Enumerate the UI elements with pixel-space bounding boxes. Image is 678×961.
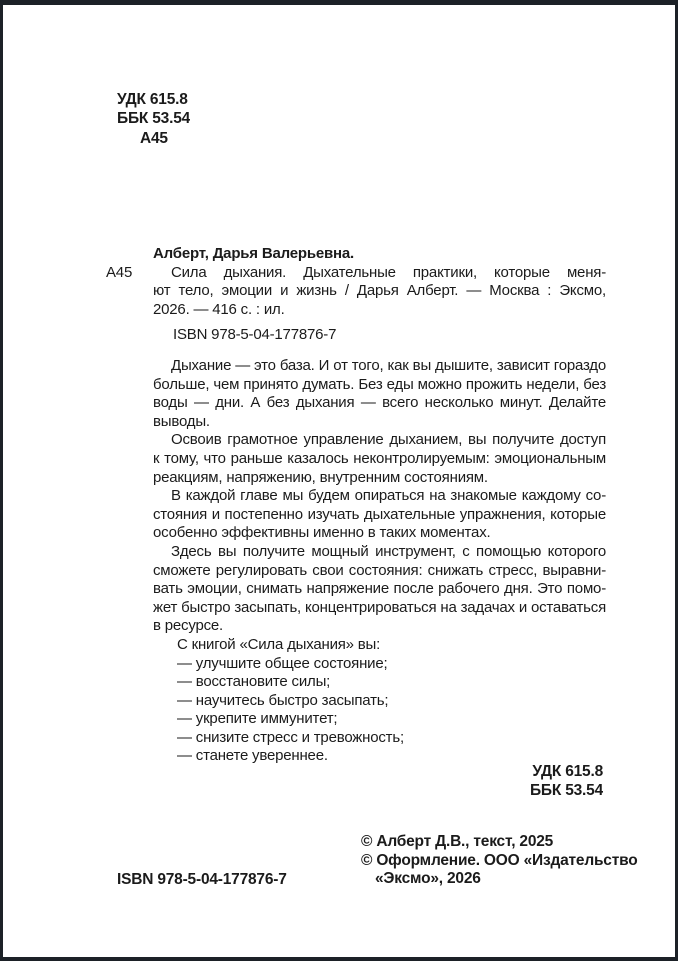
copyright-line: © Алберт Д.В., текст, 2025 — [361, 833, 554, 850]
text-line: Дыхание — это база. И от того, как вы дышите, зависит гораздо — [171, 357, 606, 374]
top-classification-codes — [117, 90, 190, 148]
list-item: — улучшите общее состояние; — [177, 654, 388, 672]
paragraph — [153, 357, 606, 431]
bbk-code: ББК 53.54 — [529, 781, 603, 799]
text-line: сможете регулировать свои состояния: снижать стресс, выравни- — [153, 561, 606, 579]
text-line: В каждой главе мы будем опираться на знакомые каждому со- — [171, 487, 606, 505]
copyright-line: «Эксмо», 2026 — [375, 870, 481, 888]
text-line: реакциям, напряжению, внутренним состояниям. — [153, 468, 488, 486]
text-line: Освоив грамотное управление дыханием, вы получите доступ — [171, 431, 606, 449]
list-item: — восстановите силы; — [177, 673, 331, 691]
list-item: — укрепите иммунитет; — [177, 710, 338, 728]
text-line: больше, чем принято думать. Без еды можно прожить недели, без — [153, 375, 606, 393]
card-description-line: ют тело, эмоции и жизнь / Дарья Алберт. — Москва : Эксмо, — [153, 282, 606, 300]
bottom-classification-codes — [530, 763, 603, 801]
card-description-line: 2026. — 416 с. : ил. — [153, 300, 285, 318]
footer-isbn: ISBN 978-5-04-177876-7 — [117, 871, 287, 888]
paragraph — [153, 487, 606, 543]
text-line: Здесь вы получите мощный инструмент, с помощью которого — [171, 542, 606, 560]
text-line: в ресурсе. — [153, 617, 224, 635]
list-item: — снизите стресс и тревожность; — [177, 728, 404, 746]
card-description-line: Сила дыхания. Дыхательные практики, которые меня- — [171, 263, 606, 281]
bbk-code: ББК 53.54 — [117, 110, 191, 128]
card-isbn: ISBN 978-5-04-177876-7 — [173, 326, 337, 344]
text-line: воды — дни. А без дыхания — всего несколько минут. Делайте — [153, 394, 606, 412]
text-line: стояния и постепенно изучать дыхательные упражнения, которые — [153, 505, 606, 523]
catalog-card — [106, 245, 606, 345]
list-item: — научитесь быстро засыпать; — [177, 691, 389, 709]
text-line: жет быстро засыпать, концентрироваться на задачах и оставаться — [153, 598, 606, 616]
udk-code: УДК 615.8 — [532, 763, 603, 780]
annotation — [153, 357, 606, 766]
copyright-block — [361, 833, 638, 889]
text-line: вать эмоции, снимать напряжение после рабочего дня. Это помо- — [153, 580, 606, 598]
paragraph — [153, 543, 606, 636]
author-heading: Алберт, Дарья Валерьевна. — [153, 245, 354, 262]
margin-author-sign: А45 — [106, 264, 133, 281]
author-sign-code: А45 — [140, 129, 168, 147]
udk-code: УДК 615.8 — [117, 91, 188, 108]
text-line: особенно эффективны именно в таких моментах. — [153, 524, 491, 542]
copyright-line: © Оформление. ООО «Издательство — [361, 851, 638, 869]
list-intro: С книгой «Сила дыхания» вы: — [177, 635, 381, 653]
text-line: выводы. — [153, 412, 210, 430]
text-line: к тому, что раньше казалось неконтролируемым: эмоциональным — [153, 449, 606, 467]
paragraph — [153, 431, 606, 487]
list-item: — станете увереннее. — [177, 747, 328, 765]
